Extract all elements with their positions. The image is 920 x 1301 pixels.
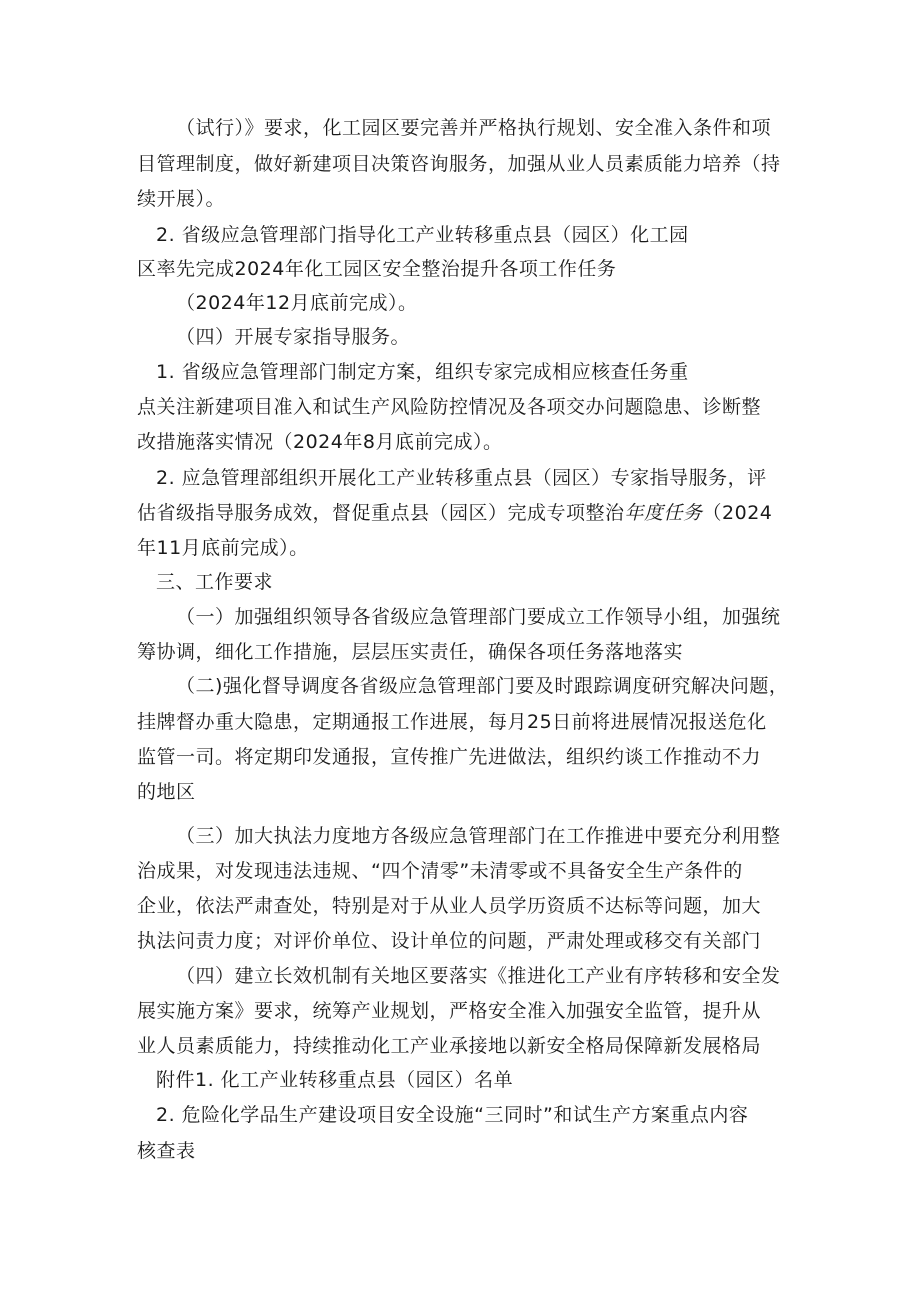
- text-line: 年11月底前完成）。: [137, 537, 309, 559]
- text-line: 业人员素质能力，持续推动化工产业承接地以新安全格局保障新发展格局: [137, 1035, 762, 1057]
- attachment-line: 附件1. 化工产业转移重点县（园区）名单: [156, 1069, 514, 1091]
- text-line: 监管一司。将定期印发通报，宣传推广先进做法，组织约谈工作推动不力: [137, 746, 762, 768]
- text-line: 的地区: [137, 781, 196, 803]
- text-line: 目管理制度，做好新建项目决策咨询服务，加强从业人员素质能力培养（持: [137, 153, 781, 175]
- text-line: （试行）》要求，化工园区要完善并严格执行规划、安全准入条件和项: [176, 117, 772, 139]
- attachment-line: 核查表: [137, 1140, 196, 1162]
- text-line: 1. 省级应急管理部门制定方案，组织专家完成相应核查任务重: [156, 361, 689, 383]
- text-line: （三）加大执法力度地方各级应急管理部门在工作推进中要充分利用整: [176, 825, 781, 847]
- section-heading: （四）开展专家指导服务。: [176, 326, 411, 348]
- text-line: 改措施落实情况（2024年8月底前完成）。: [137, 431, 503, 453]
- text-line: 治成果，对发现违法违规、“四个清零”未清零或不具备安全生产条件的: [137, 860, 743, 882]
- text-line: （二)强化督导调度各省级应急管理部门要及时跟踪调度研究解决问题，: [176, 675, 789, 697]
- text-line: 区率先完成2024年化工园区安全整治提升各项工作任务: [137, 258, 617, 280]
- text-line: 续开展）。: [137, 188, 226, 210]
- text-line: （2024年12月底前完成）。: [176, 292, 418, 314]
- text-line: （四）建立长效机制有关地区要落实《推进化工产业有序转移和安全发: [176, 965, 781, 987]
- text-line: 筹协调，细化工作措施，层层压实责任，确保各项任务落地落实: [137, 641, 684, 663]
- text-line: 2. 应急管理部组织开展化工产业转移重点县（园区）专家指导服务，评: [156, 467, 767, 489]
- text-line: 展实施方案》要求，统筹产业规划，严格安全准入加强安全监管，提升从: [137, 1000, 762, 1022]
- text-line: 点关注新建项目准入和试生产风险防控情况及各项交办问题隐患、诊断整: [137, 396, 762, 418]
- text-line: 企业，依法严肃查处，特别是对于从业人员学历资质不达标等问题，加大: [137, 895, 762, 917]
- text-line: （一）加强组织领导各省级应急管理部门要成立工作领导小组，加强统: [176, 606, 781, 628]
- text-line: 挂牌督办重大隐患，定期通报工作进展，每月25日前将进展情况报送危化: [137, 711, 767, 733]
- section-heading: 三、工作要求: [156, 571, 274, 593]
- text-line: 2. 省级应急管理部门指导化工产业转移重点县（园区）化工园: [156, 224, 689, 246]
- text-segment: 估省级指导服务成效，督促重点县（园区）完成专项整治: [137, 502, 625, 524]
- text-line-composite: [137, 500, 772, 526]
- attachment-line: 2. 危险化学品生产建设项目安全设施“三同时”和试生产方案重点内容: [156, 1104, 749, 1126]
- text-segment-italic: 年度任务: [624, 502, 703, 524]
- text-segment: （2024: [702, 502, 773, 524]
- text-line: 执法问责力度；对评价单位、设计单位的问题，严肃处理或移交有关部门: [137, 930, 762, 952]
